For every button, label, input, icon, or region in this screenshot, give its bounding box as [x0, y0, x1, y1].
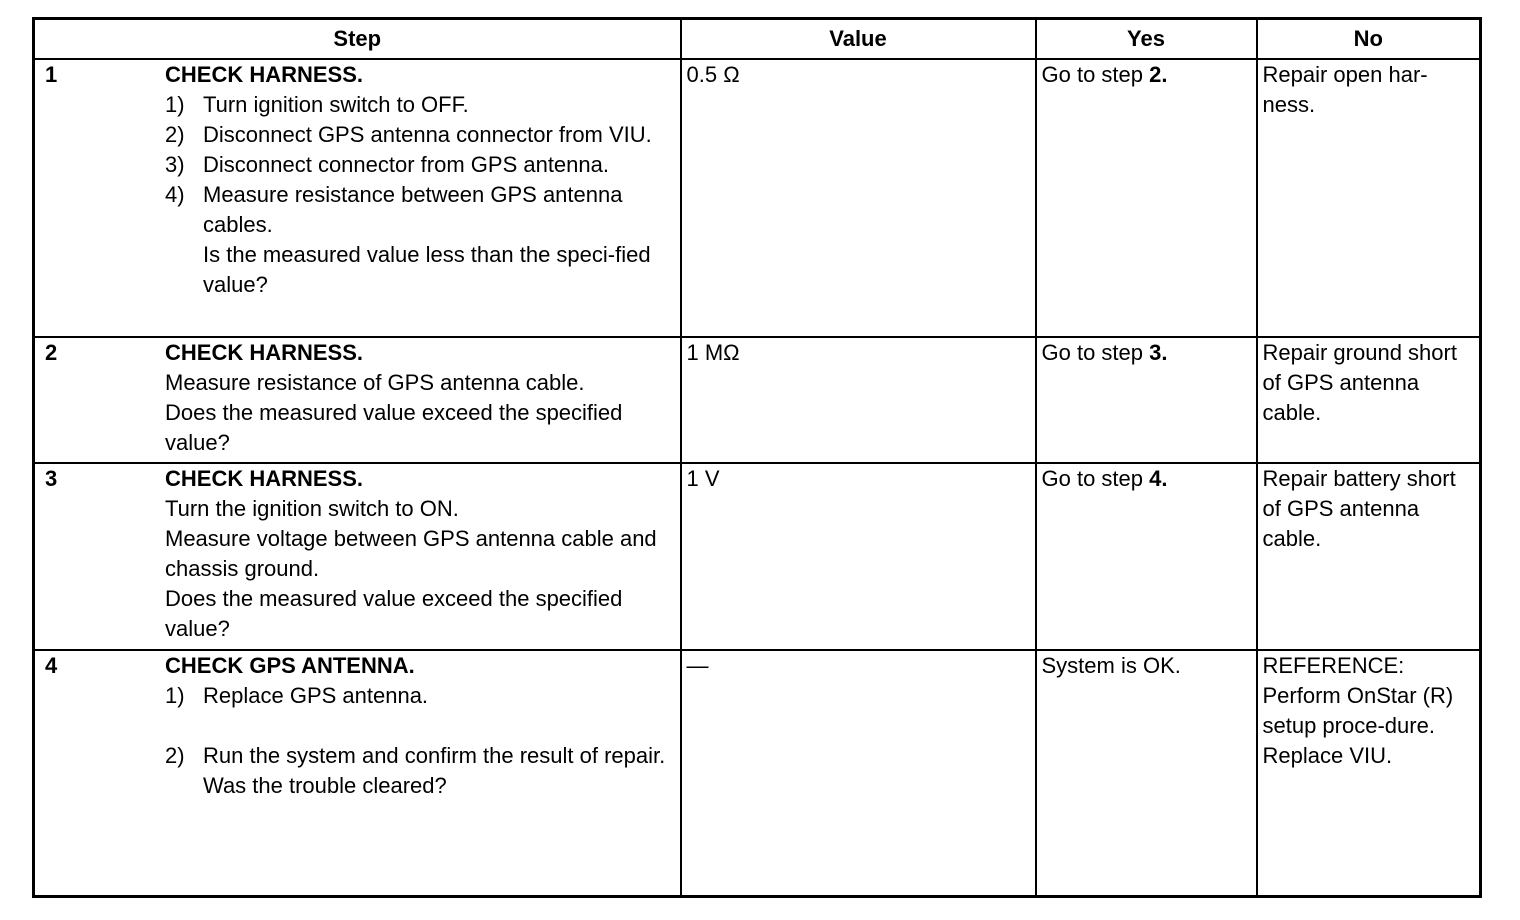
- step-text: Measure resistance of GPS antenna cable.: [165, 370, 585, 395]
- yes-cell: System is OK.: [1036, 650, 1257, 897]
- step-title: CHECK HARNESS.: [165, 62, 364, 87]
- value-cell: 1 MΩ: [681, 337, 1036, 463]
- step-text: Turn the ignition switch to ON.: [165, 496, 459, 521]
- step-title: CHECK GPS ANTENNA.: [165, 653, 415, 678]
- sub-step-number: 1): [165, 683, 185, 708]
- sub-step: [165, 681, 669, 711]
- step-question: Is the measured value less than the speci-fied value?: [203, 242, 651, 297]
- yes-step-ref: 2.: [1149, 62, 1168, 87]
- sub-step: [165, 180, 669, 240]
- no-reference-label: REFERENCE:: [1262, 653, 1405, 678]
- diagnostic-table: [32, 17, 1482, 898]
- no-text: Perform OnStar (R) setup proce-dure.: [1262, 683, 1454, 738]
- sub-step-number: 1): [165, 92, 185, 117]
- step-question: Does the measured value exceed the specified value?: [165, 400, 623, 455]
- spacer: [165, 711, 669, 741]
- step-title: CHECK HARNESS.: [165, 466, 364, 491]
- step-text: Measure voltage between GPS antenna cable and chassis ground.: [165, 526, 657, 581]
- yes-text: Go to step: [1041, 340, 1150, 365]
- sub-step-number: 3): [165, 152, 185, 177]
- header-yes: Yes: [1036, 19, 1257, 60]
- header-value: Value: [681, 19, 1036, 60]
- yes-text: Go to step: [1041, 466, 1150, 491]
- sub-step-text: Disconnect connector from GPS antenna.: [203, 152, 609, 177]
- table-row: [34, 463, 1481, 650]
- step-number: 3: [45, 466, 58, 491]
- yes-text: Go to step: [1041, 62, 1150, 87]
- step-cell: [34, 337, 681, 463]
- header-step: Step: [34, 19, 681, 60]
- step-cell: [34, 650, 681, 897]
- step-number: 4: [45, 653, 58, 678]
- table-row: [34, 650, 1481, 897]
- header-row: [34, 19, 1481, 60]
- yes-step-ref: 4.: [1149, 466, 1168, 491]
- value-cell: 1 V: [681, 463, 1036, 650]
- table-row: [34, 59, 1481, 337]
- yes-cell: [1036, 59, 1257, 337]
- no-cell: Repair ground short of GPS antenna cable.: [1257, 337, 1481, 463]
- yes-step-ref: 3.: [1149, 340, 1168, 365]
- no-cell: [1257, 650, 1481, 897]
- no-cell: Repair open har-ness.: [1257, 59, 1481, 337]
- yes-cell: [1036, 337, 1257, 463]
- step-question: Was the trouble cleared?: [203, 773, 447, 798]
- header-no: No: [1257, 19, 1481, 60]
- sub-step-text: Measure resistance between GPS antenna cables.: [203, 182, 623, 237]
- step-question: Does the measured value exceed the specified value?: [165, 586, 623, 641]
- value-cell: —: [681, 650, 1036, 897]
- sub-step-text: Run the system and confirm the result of repair.: [203, 743, 666, 768]
- sub-step-number: 2): [165, 743, 185, 768]
- step-cell: [34, 59, 681, 337]
- table-row: [34, 337, 1481, 463]
- sub-step-number: 2): [165, 122, 185, 147]
- sub-step-text: Turn ignition switch to OFF.: [203, 92, 469, 117]
- step-number: 2: [45, 340, 58, 365]
- no-cell: Repair battery short of GPS antenna cable.: [1257, 463, 1481, 650]
- sub-step: [165, 90, 669, 120]
- yes-cell: [1036, 463, 1257, 650]
- sub-step-text: Replace GPS antenna.: [203, 683, 429, 708]
- value-cell: 0.5 Ω: [681, 59, 1036, 337]
- sub-step: [165, 150, 669, 180]
- no-text: Replace VIU.: [1262, 743, 1393, 768]
- step-number: 1: [45, 62, 58, 87]
- sub-step: [165, 120, 669, 150]
- sub-step: [165, 741, 669, 771]
- sub-step-number: 4): [165, 182, 185, 207]
- sub-step-text: Disconnect GPS antenna connector from VIU.: [203, 122, 652, 147]
- step-title: CHECK HARNESS.: [165, 340, 364, 365]
- step-cell: [34, 463, 681, 650]
